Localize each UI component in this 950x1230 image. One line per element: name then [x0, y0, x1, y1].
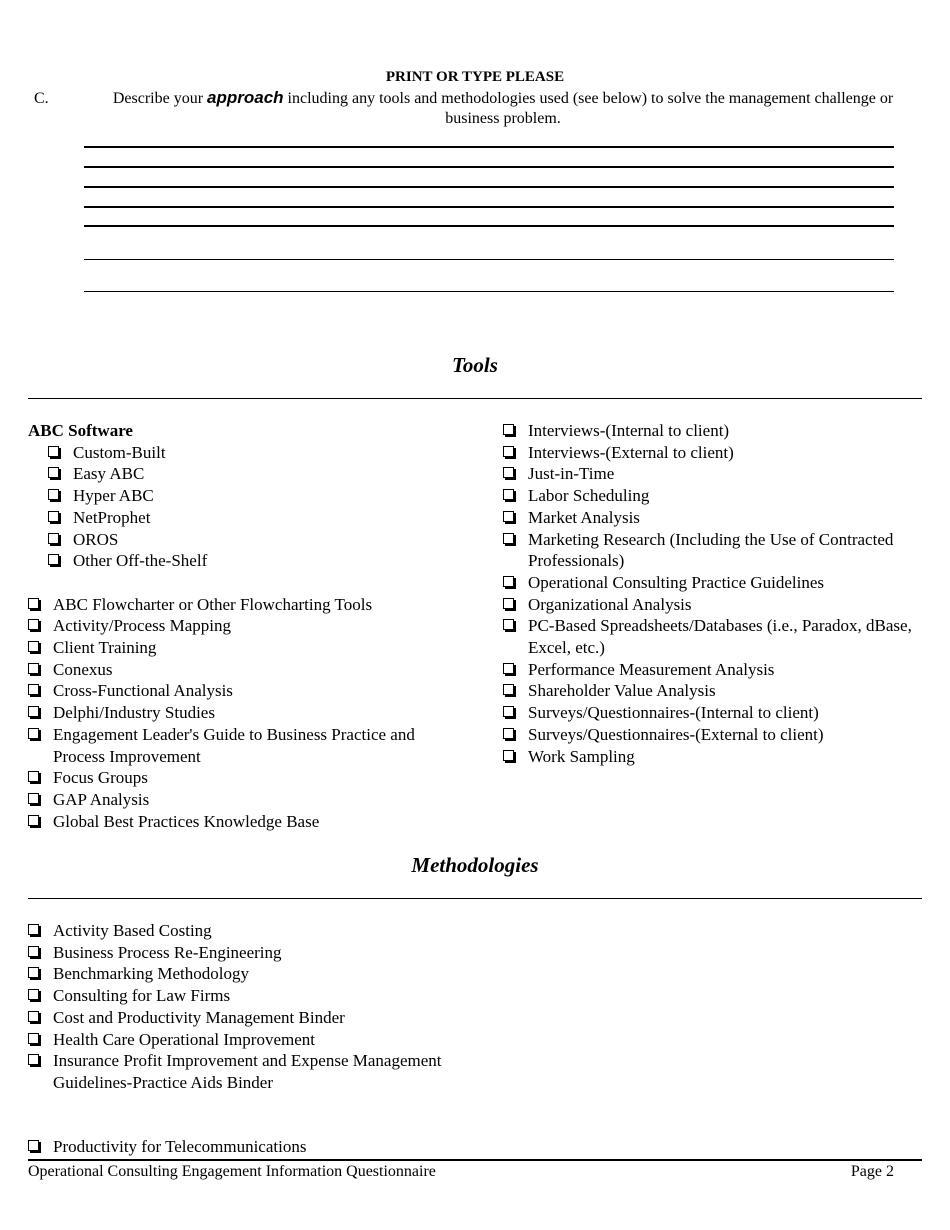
- checkbox-label: Shareholder Value Analysis: [528, 681, 716, 701]
- checkbox-label: Custom-Built: [73, 442, 166, 462]
- checkbox-label: Activity Based Costing: [53, 921, 212, 940]
- checkbox[interactable]: [48, 446, 59, 457]
- checklist-item[interactable]: [503, 442, 913, 464]
- answer-line[interactable]: [84, 225, 894, 227]
- question-letter: C.: [34, 90, 49, 107]
- abc-software-list: [28, 442, 468, 572]
- checkbox-label: Work Sampling: [528, 746, 635, 766]
- checkbox-label: Engagement Leader's Guide to Business Practice and Process Improvement: [53, 724, 415, 766]
- checkbox[interactable]: [503, 598, 514, 609]
- checkbox[interactable]: [28, 1011, 39, 1022]
- checklist-item[interactable]: [503, 615, 913, 658]
- checkbox[interactable]: [48, 489, 59, 500]
- checkbox-label: Consulting for Law Firms: [53, 986, 231, 1006]
- checklist-item[interactable]: [28, 594, 468, 616]
- checklist-item[interactable]: [28, 920, 468, 942]
- footer-title: Operational Consulting Engagement Information Questionnaire: [28, 1163, 436, 1180]
- checkbox-label: Interviews-(Internal to client): [528, 421, 730, 440]
- methodologies-title: Methodologies: [411, 853, 539, 877]
- checkbox[interactable]: [503, 489, 514, 500]
- answer-line[interactable]: [84, 259, 894, 260]
- checklist-item[interactable]: [503, 485, 913, 507]
- methodologies-divider: [28, 898, 922, 899]
- checklist-item[interactable]: [28, 529, 468, 551]
- checkbox-label: Just-in-Time: [528, 464, 615, 484]
- tools-title: Tools: [452, 353, 498, 377]
- methodology-item[interactable]: [28, 1136, 468, 1158]
- checkbox-label: Cost and Productivity Management Binder: [53, 1007, 345, 1027]
- checkbox[interactable]: [503, 619, 514, 630]
- checklist-item[interactable]: [503, 463, 913, 485]
- checklist-item[interactable]: [28, 942, 468, 964]
- answer-line[interactable]: [84, 186, 894, 188]
- checklist-item[interactable]: [28, 507, 468, 529]
- checkbox-label: Marketing Research (Including the Use of Contracted Professionals): [528, 529, 894, 571]
- checkbox-label: PC-Based Spreadsheets/Databases (i.e., Paradox, dBase, Excel, etc.): [528, 616, 912, 658]
- checkbox[interactable]: [503, 728, 514, 739]
- checkbox[interactable]: [48, 511, 59, 522]
- checkbox[interactable]: [503, 467, 514, 478]
- checklist-item[interactable]: [503, 572, 913, 594]
- checkbox-label: Interviews-(External to client): [528, 442, 734, 462]
- checkbox-label: ABC Flowcharter or Other Flowcharting Tools: [53, 594, 373, 614]
- checkbox-label: Labor Scheduling: [528, 486, 650, 506]
- checklist-item[interactable]: [28, 637, 468, 659]
- checkbox[interactable]: [28, 989, 39, 1000]
- checklist-item[interactable]: [28, 550, 468, 572]
- checklist-item[interactable]: [503, 702, 913, 724]
- checkbox-label: Market Analysis: [528, 507, 640, 527]
- checkbox[interactable]: [28, 815, 39, 826]
- checklist-item[interactable]: [28, 442, 468, 464]
- checkbox[interactable]: [28, 1054, 39, 1065]
- checkbox[interactable]: [503, 424, 514, 435]
- checklist-item[interactable]: [28, 1029, 468, 1051]
- checkbox[interactable]: [48, 467, 59, 478]
- checklist-item[interactable]: [503, 420, 913, 442]
- checklist-item[interactable]: [503, 724, 913, 746]
- checklist-item[interactable]: [28, 659, 468, 681]
- checkbox-label: Surveys/Questionnaires-(External to client): [528, 724, 824, 744]
- answer-line[interactable]: [84, 291, 894, 292]
- answer-line[interactable]: [84, 206, 894, 208]
- list-spacer: [28, 572, 468, 594]
- checkbox[interactable]: [28, 706, 39, 717]
- checkbox-label: Insurance Profit Improvement and Expense Management Guidelines-Practice Aids Binder: [53, 1051, 442, 1092]
- checkbox[interactable]: [28, 728, 39, 739]
- checklist-item[interactable]: [28, 1007, 468, 1029]
- checkbox[interactable]: [28, 771, 39, 782]
- checklist-item[interactable]: [28, 1050, 468, 1093]
- checkbox-label: Performance Measurement Analysis: [528, 659, 775, 679]
- checklist-item[interactable]: [28, 963, 468, 985]
- checkbox[interactable]: [48, 533, 59, 544]
- checkbox-label: Cross-Functional Analysis: [53, 681, 233, 701]
- checklist-item[interactable]: [28, 767, 468, 789]
- checklist-item[interactable]: [503, 507, 913, 529]
- checkbox[interactable]: [28, 793, 39, 804]
- checkbox-label: Easy ABC: [73, 464, 145, 484]
- checklist-item[interactable]: [28, 789, 468, 811]
- tools-left-column: [28, 420, 468, 832]
- checkbox-label: NetProphet: [73, 507, 151, 527]
- checkbox-label: Activity/Process Mapping: [53, 616, 232, 636]
- methodologies-last: [28, 1136, 468, 1158]
- checkbox-label: Operational Consulting Practice Guidelines: [528, 572, 825, 592]
- question-text-before: Describe your: [112, 90, 208, 107]
- checkbox-label: Surveys/Questionnaires-(Internal to client): [528, 703, 819, 723]
- checkbox[interactable]: [503, 750, 514, 761]
- tools-right-column: [503, 420, 913, 767]
- abc-software-heading: ABC Software: [28, 421, 133, 440]
- checkbox[interactable]: [28, 641, 39, 652]
- checkbox[interactable]: [28, 684, 39, 695]
- tools-divider: [28, 398, 922, 399]
- checkbox-label: Benchmarking Methodology: [53, 964, 249, 984]
- checkbox-label: Business Process Re-Engineering: [53, 942, 282, 962]
- checkbox-label: Client Training: [53, 638, 157, 658]
- question-text: [84, 88, 922, 129]
- page-number: Page 2: [850, 1163, 894, 1180]
- checklist-item[interactable]: [503, 529, 913, 572]
- checkbox-label: GAP Analysis: [53, 789, 150, 809]
- checkbox[interactable]: [28, 1140, 39, 1151]
- checkbox[interactable]: [28, 924, 39, 935]
- checklist-item[interactable]: [503, 659, 913, 681]
- checkbox-label: Hyper ABC: [73, 486, 154, 506]
- checkbox-label: Health Care Operational Improvement: [53, 1029, 315, 1049]
- checkbox[interactable]: [503, 533, 514, 544]
- checkbox[interactable]: [28, 663, 39, 674]
- checkbox-label: Productivity for Telecommunications: [53, 1137, 307, 1156]
- checkbox-label: Global Best Practices Knowledge Base: [53, 811, 320, 831]
- checkbox[interactable]: [503, 684, 514, 695]
- checkbox-label: Conexus: [53, 659, 113, 679]
- tools-left-list: [28, 594, 468, 833]
- checklist-item[interactable]: [503, 680, 913, 702]
- checklist-item[interactable]: [503, 594, 913, 616]
- checkbox[interactable]: [28, 1033, 39, 1044]
- checklist-item[interactable]: [28, 463, 468, 485]
- checklist-item[interactable]: [28, 985, 468, 1007]
- checkbox[interactable]: [28, 598, 39, 609]
- checkbox-label: Other Off-the-Shelf: [73, 551, 208, 571]
- checkbox[interactable]: [503, 576, 514, 587]
- answer-line[interactable]: [84, 146, 894, 148]
- checkbox-label: Organizational Analysis: [528, 594, 692, 614]
- question-emphasis: approach: [207, 88, 284, 107]
- answer-line[interactable]: [84, 166, 894, 168]
- checklist-item[interactable]: [28, 702, 468, 724]
- checklist-item[interactable]: [28, 680, 468, 702]
- checkbox[interactable]: [28, 619, 39, 630]
- page-header: PRINT OR TYPE PLEASE: [385, 69, 565, 85]
- checklist-item[interactable]: [28, 811, 468, 833]
- checkbox[interactable]: [28, 946, 39, 957]
- checkbox-label: Delphi/Industry Studies: [53, 703, 215, 723]
- question-text-after: including any tools and methodologies used (see below) to solve the management challenge or business problem.: [283, 90, 894, 127]
- checkbox-label: Focus Groups: [53, 768, 148, 788]
- checkbox[interactable]: [48, 554, 59, 565]
- footer-divider: [28, 1159, 922, 1161]
- checkbox[interactable]: [503, 706, 514, 717]
- checklist-item[interactable]: [28, 615, 468, 637]
- methodologies-list: [28, 920, 468, 1094]
- checklist-item[interactable]: [503, 746, 913, 768]
- checkbox-label: OROS: [73, 529, 119, 549]
- checkbox[interactable]: [28, 967, 39, 978]
- checklist-item[interactable]: [28, 724, 468, 767]
- checkbox[interactable]: [503, 511, 514, 522]
- checkbox[interactable]: [503, 446, 514, 457]
- checklist-item[interactable]: [28, 485, 468, 507]
- checkbox[interactable]: [503, 663, 514, 674]
